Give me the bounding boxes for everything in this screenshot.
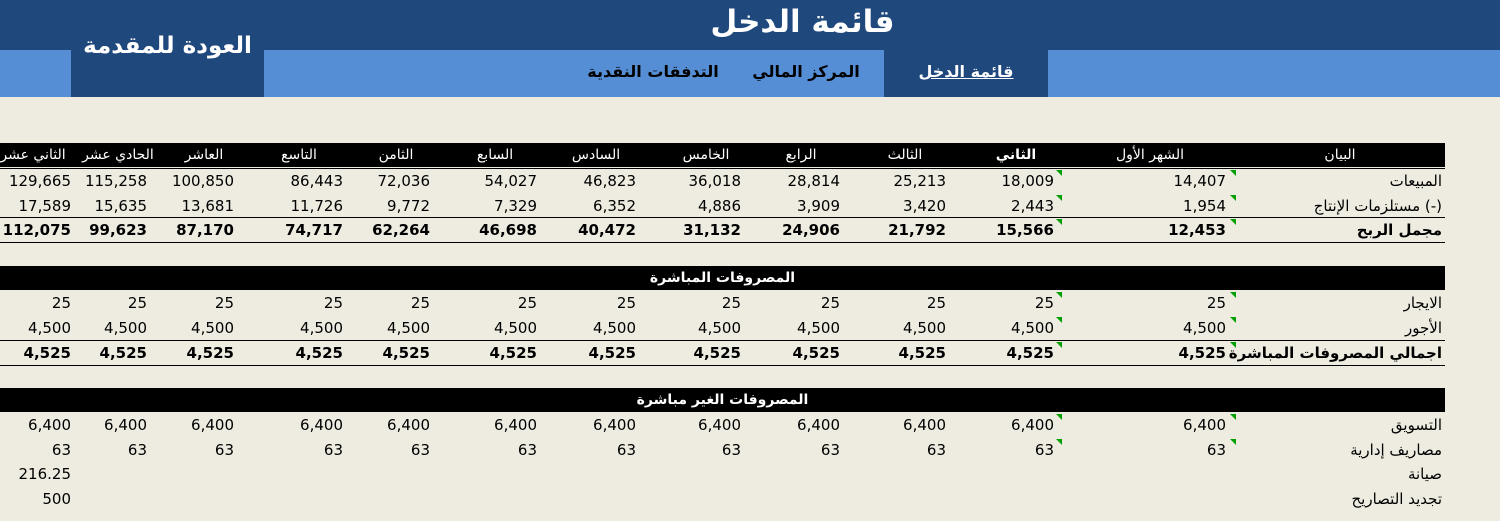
value-cell[interactable]: 6,400 (494, 416, 537, 434)
value-cell[interactable]: 24,906 (782, 221, 840, 239)
comment-marker (1230, 219, 1236, 225)
table-row (0, 462, 1445, 486)
tab-financial-position[interactable]: المركز المالي (752, 62, 860, 81)
value-cell[interactable]: 4,525 (1006, 344, 1054, 362)
value-cell[interactable]: 100,850 (171, 172, 234, 190)
tab-cash-flows[interactable]: التدفقات النقدية (587, 62, 719, 81)
table-row (0, 169, 1445, 193)
row-label: اجمالي المصروفات المباشرة (1228, 344, 1442, 362)
month-header-cell: الثامن (378, 147, 414, 163)
value-cell[interactable]: 6,400 (797, 416, 840, 434)
month-header-cell: السادس (571, 147, 621, 163)
value-cell[interactable] (836, 462, 946, 486)
value-cell[interactable] (526, 487, 636, 511)
value-cell[interactable]: 31,132 (683, 221, 741, 239)
row-divider (0, 242, 1445, 243)
value-cell[interactable]: 12,453 (1168, 221, 1226, 239)
value-cell[interactable]: 129,665 (8, 172, 71, 190)
value-cell[interactable] (1116, 487, 1226, 511)
value-cell[interactable]: 4,500 (191, 319, 234, 337)
value-cell[interactable]: 7,329 (494, 197, 537, 215)
value-cell[interactable]: 6,400 (191, 416, 234, 434)
tab-income-statement[interactable]: قائمة الدخل (918, 62, 1014, 81)
value-cell[interactable]: 4,525 (1178, 344, 1226, 362)
table-header-row (0, 143, 1445, 167)
value-cell[interactable]: 28,814 (787, 172, 840, 190)
value-cell[interactable]: 4,500 (28, 319, 71, 337)
comment-marker (1056, 439, 1062, 445)
comment-marker (1056, 317, 1062, 323)
month-header-cell: الرابع (785, 147, 817, 163)
value-cell[interactable]: 46,823 (583, 172, 636, 190)
value-cell[interactable]: 17,589 (18, 197, 71, 215)
comment-marker (1230, 292, 1236, 298)
value-cell[interactable]: 4,886 (698, 197, 741, 215)
comment-marker (1230, 342, 1236, 348)
comment-marker (1230, 170, 1236, 176)
value-cell[interactable]: 21,792 (888, 221, 946, 239)
value-cell[interactable]: 6,400 (28, 416, 71, 434)
value-cell[interactable] (427, 487, 537, 511)
comment-marker (1056, 195, 1062, 201)
value-cell[interactable]: 4,500 (903, 319, 946, 337)
value-cell[interactable]: 15,635 (94, 197, 147, 215)
value-cell[interactable]: 4,525 (792, 344, 840, 362)
value-cell[interactable]: 25 (127, 294, 147, 312)
value-cell[interactable]: 4,525 (186, 344, 234, 362)
value-cell[interactable]: 25 (1206, 294, 1226, 312)
row-label: تجديد التصاريح (1351, 490, 1442, 508)
value-cell[interactable]: 4,500 (797, 319, 840, 337)
table-row (0, 341, 1445, 365)
value-cell[interactable]: 4,525 (382, 344, 430, 362)
value-cell[interactable]: 25 (410, 294, 430, 312)
value-cell[interactable]: 87,170 (176, 221, 234, 239)
value-cell[interactable] (944, 487, 1054, 511)
value-cell[interactable]: 4,500 (1183, 319, 1226, 337)
value-cell[interactable]: 9,772 (387, 197, 430, 215)
value-cell[interactable]: 4,525 (693, 344, 741, 362)
page-title: قائمة الدخل (710, 4, 895, 40)
month-header-cell: التاسع (281, 147, 317, 163)
value-cell[interactable]: 4,525 (588, 344, 636, 362)
value-cell[interactable]: 6,400 (1183, 416, 1226, 434)
value-cell[interactable]: 63 (820, 441, 840, 459)
value-cell[interactable]: 4,500 (1011, 319, 1054, 337)
comment-marker (1056, 342, 1062, 348)
value-cell[interactable]: 3,420 (903, 197, 946, 215)
value-cell[interactable] (836, 487, 946, 511)
table-row (0, 194, 1445, 218)
value-cell[interactable]: 72,036 (377, 172, 430, 190)
value-cell[interactable]: 63 (926, 441, 946, 459)
value-cell[interactable]: 63 (1206, 441, 1226, 459)
back-to-intro-button[interactable]: العودة للمقدمة (71, 0, 264, 97)
value-cell[interactable] (1116, 462, 1226, 486)
value-cell[interactable]: 36,018 (688, 172, 741, 190)
value-cell[interactable] (526, 462, 636, 486)
header-label-cell: البيان (1324, 147, 1356, 163)
value-cell[interactable]: 25 (926, 294, 946, 312)
value-cell[interactable]: 112,075 (2, 221, 71, 239)
month-header-cell: السابع (476, 147, 514, 163)
value-cell[interactable]: 11,726 (290, 197, 343, 215)
value-cell[interactable]: 4,500 (698, 319, 741, 337)
comment-marker (1230, 414, 1236, 420)
table-row (0, 316, 1445, 340)
value-cell[interactable]: 18,009 (1001, 172, 1054, 190)
month-header-cell: العاشر (184, 147, 224, 163)
value-cell[interactable]: 74,717 (285, 221, 343, 239)
value-cell[interactable] (730, 487, 840, 511)
comment-marker (1230, 195, 1236, 201)
value-cell[interactable]: 25 (51, 294, 71, 312)
row-label: الأجور (1405, 319, 1442, 337)
table-row (0, 438, 1445, 462)
value-cell[interactable]: 4,525 (23, 344, 71, 362)
value-cell[interactable]: 13,681 (181, 197, 234, 215)
value-cell[interactable]: 86,443 (290, 172, 343, 190)
row-divider (0, 365, 1445, 366)
value-cell[interactable]: 62,264 (372, 221, 430, 239)
comment-marker (1056, 219, 1062, 225)
value-cell[interactable]: 99,623 (89, 221, 147, 239)
value-cell[interactable]: 14,407 (1173, 172, 1226, 190)
comment-marker (1230, 317, 1236, 323)
value-cell[interactable]: 63 (1034, 441, 1054, 459)
row-label: التسويق (1390, 416, 1442, 434)
value-cell[interactable]: 6,400 (698, 416, 741, 434)
month-header-cell: الثاني عشر (0, 147, 66, 163)
value-cell[interactable]: 6,400 (593, 416, 636, 434)
value-cell[interactable]: 2,443 (1011, 197, 1054, 215)
value-cell[interactable]: 63 (127, 441, 147, 459)
value-cell[interactable]: 4,525 (489, 344, 537, 362)
value-cell[interactable]: 63 (721, 441, 741, 459)
value-cell[interactable] (233, 487, 343, 511)
section-header: المصروفات الغير مباشرة (0, 388, 1445, 412)
value-cell[interactable]: 4,500 (494, 319, 537, 337)
value-cell[interactable]: 54,027 (484, 172, 537, 190)
comment-marker (1056, 170, 1062, 176)
comment-marker (1056, 414, 1062, 420)
row-label: الايجار (1403, 294, 1442, 312)
value-cell[interactable]: 40,472 (578, 221, 636, 239)
value-cell[interactable]: 4,525 (295, 344, 343, 362)
table-row (0, 218, 1445, 242)
value-cell[interactable] (631, 487, 741, 511)
month-header-cell: الثالث (887, 147, 923, 163)
row-label: مستلزمات الإنتاج (-) (1313, 197, 1442, 215)
row-label: مجمل الربح (1356, 221, 1442, 239)
value-cell[interactable]: 25 (820, 294, 840, 312)
value-cell[interactable]: 6,400 (300, 416, 343, 434)
value-cell[interactable]: 4,525 (99, 344, 147, 362)
comment-marker (1230, 439, 1236, 445)
value-cell[interactable]: 25 (721, 294, 741, 312)
comment-marker (1056, 292, 1062, 298)
value-cell[interactable]: 63 (410, 441, 430, 459)
value-cell[interactable]: 25 (214, 294, 234, 312)
value-cell[interactable]: 63 (517, 441, 537, 459)
value-cell[interactable]: 4,500 (387, 319, 430, 337)
month-header-cell: الخامس (682, 147, 730, 163)
section-header: المصروفات المباشرة (0, 266, 1445, 290)
table-row (0, 413, 1445, 437)
value-cell[interactable]: 115,258 (84, 172, 147, 190)
value-cell[interactable]: 63 (323, 441, 343, 459)
value-cell[interactable]: 216.25 (18, 465, 71, 483)
value-cell[interactable]: 6,400 (1011, 416, 1054, 434)
value-cell[interactable]: 6,400 (903, 416, 946, 434)
row-label: مصاريف إدارية (1350, 441, 1442, 459)
value-cell[interactable]: 25 (323, 294, 343, 312)
table-row (0, 291, 1445, 315)
value-cell[interactable]: 25 (616, 294, 636, 312)
value-cell[interactable] (631, 462, 741, 486)
month-header-cell: الشهر الأول (1115, 147, 1185, 163)
month-header-cell: الحادي عشر (82, 147, 154, 163)
value-cell[interactable]: 4,500 (593, 319, 636, 337)
value-cell[interactable]: 6,352 (593, 197, 636, 215)
month-header-cell: الثاني (995, 147, 1037, 163)
value-cell[interactable]: 46,698 (479, 221, 537, 239)
value-cell[interactable]: 63 (214, 441, 234, 459)
value-cell[interactable]: 6,400 (104, 416, 147, 434)
value-cell[interactable]: 63 (51, 441, 71, 459)
value-cell[interactable]: 4,500 (104, 319, 147, 337)
value-cell[interactable]: 25,213 (893, 172, 946, 190)
value-cell[interactable] (730, 462, 840, 486)
value-cell[interactable]: 15,566 (996, 221, 1054, 239)
value-cell[interactable] (233, 462, 343, 486)
value-cell[interactable] (427, 462, 537, 486)
value-cell[interactable] (944, 462, 1054, 486)
table-row (0, 487, 1445, 511)
value-cell[interactable]: 25 (1034, 294, 1054, 312)
value-cell[interactable]: 25 (517, 294, 537, 312)
value-cell[interactable]: 3,909 (797, 197, 840, 215)
value-cell[interactable]: 4,500 (300, 319, 343, 337)
value-cell[interactable]: 500 (42, 490, 71, 508)
value-cell[interactable]: 4,525 (898, 344, 946, 362)
value-cell[interactable]: 1,954 (1183, 197, 1226, 215)
value-cell[interactable]: 63 (616, 441, 636, 459)
row-label: المبيعات (1389, 172, 1442, 190)
value-cell[interactable]: 6,400 (387, 416, 430, 434)
row-label: صيانة (1407, 465, 1442, 483)
